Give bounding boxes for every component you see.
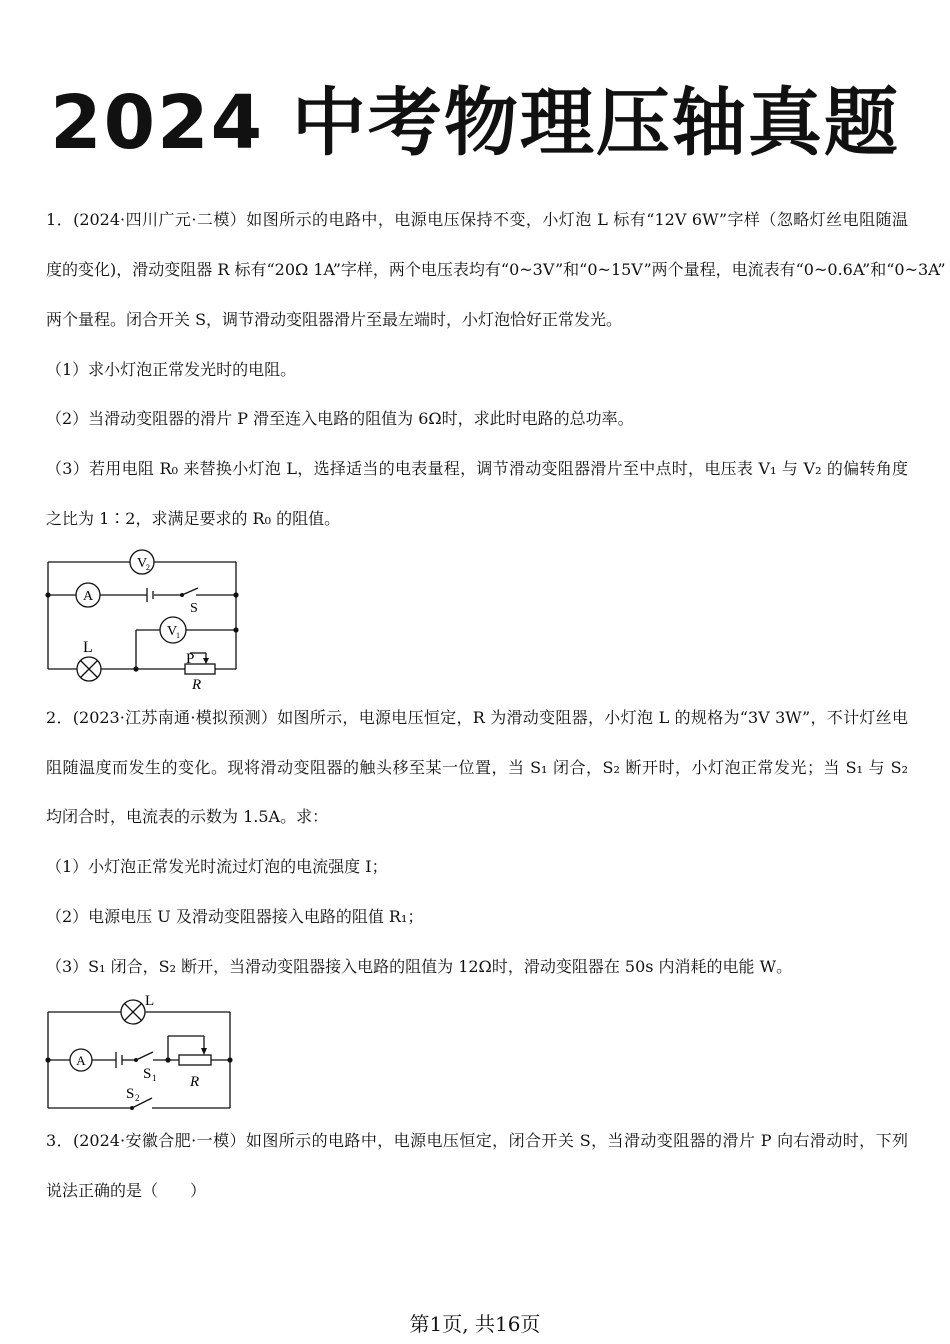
q1-stem-line-3: 两个量程。闭合开关 S，调节滑动变阻器滑片至最左端时，小灯泡恰好正常发光。 — [46, 310, 623, 329]
q2-s2-label: S — [126, 1086, 135, 1102]
q2-s1-label: S — [143, 1066, 152, 1082]
q2-s1-subscript: 1 — [152, 1073, 157, 1083]
q1-rheostat-label: R — [192, 677, 202, 693]
page-footer: 第1页, 共16页 — [409, 1312, 541, 1336]
q2-s2-subscript: 2 — [135, 1093, 140, 1103]
q1-switch-label: S — [190, 601, 198, 616]
q2-circuit-diagram — [40, 990, 250, 1120]
q2-lamp-label: L — [145, 993, 155, 1009]
q1-part-1: （1）求小灯泡正常发光时的电阻。 — [46, 360, 297, 379]
q3-stem-line-2: 说法正确的是（ ） — [46, 1181, 207, 1200]
q1-v1-subscript: 1 — [176, 631, 180, 640]
page-title: 2024 中考物理压轴真题 — [50, 80, 900, 166]
q1-ammeter-label: A — [82, 589, 94, 604]
q2-part-1: （1）小灯泡正常发光时流过灯泡的电流强度 I； — [46, 857, 388, 876]
q2-part-2: （2）电源电压 U 及滑动变阻器接入电路的阻值 R₁； — [46, 907, 424, 926]
q1-stem-line-1: 1．(2024·四川广元·二模）如图所示的电路中，电源电压保持不变，小灯泡 L 标有“12V 6W”字样（忽略灯丝电阻随温 — [46, 210, 908, 229]
q1-part-3-line-2: 之比为 1∶2，求满足要求的 R₀ 的阻值。 — [46, 509, 341, 528]
q2-part-3: （3）S₁ 闭合，S₂ 断开，当滑动变阻器接入电路的阻值为 12Ω时，滑动变阻器在 50s 内消耗的电能 W。 — [46, 957, 793, 976]
q3-stem-line-1: 3．(2024·安徽合肥·一模）如图所示的电路中，电源电压恒定，闭合开关 S，当滑动变阻器的滑片 P 向右滑动时，下列 — [46, 1131, 908, 1150]
q1-part-3-line-1: （3）若用电阻 R₀ 来替换小灯泡 L，选择适当的电表量程，调节滑动变阻器滑片至中点时，电压表 V₁ 与 V₂ 的偏转角度 — [46, 459, 908, 478]
q1-slider-label: P — [186, 651, 195, 667]
q1-circuit-diagram — [40, 545, 250, 695]
q1-lamp-label: L — [83, 639, 93, 656]
q2-stem-line-2: 阻随温度而发生的变化。现将滑动变阻器的触头移至某一位置，当 S₁ 闭合，S₂ 断开时，小灯泡正常发光；当 S₁ 与 S₂ — [46, 758, 908, 777]
q1-part-2: （2）当滑动变阻器的滑片 P 滑至连入电路的阻值为 6Ω时，求此时电路的总功率。 — [46, 409, 634, 428]
q2-stem-line-1: 2．(2023·江苏南通·模拟预测）如图所示，电源电压恒定，R 为滑动变阻器，小灯泡 L 的规格为“3V 3W”，不计灯丝电 — [46, 708, 908, 727]
q2-rheostat-label: R — [190, 1074, 200, 1090]
q1-v1-label: V — [167, 624, 178, 639]
q1-stem-line-2: 度的变化)，滑动变阻器 R 标有“20Ω 1A”字样，两个电压表均有“0~3V”和“0~15V”两个量程，电流表有“0~0.6A”和“0~3A” — [46, 260, 946, 279]
q2-stem-line-3: 均闭合时，电流表的示数为 1.5A。求： — [46, 807, 329, 826]
q2-ammeter-label: A — [76, 1053, 86, 1068]
q1-v2-subscript: 2 — [146, 563, 150, 572]
q1-v2-label: V — [137, 556, 148, 571]
